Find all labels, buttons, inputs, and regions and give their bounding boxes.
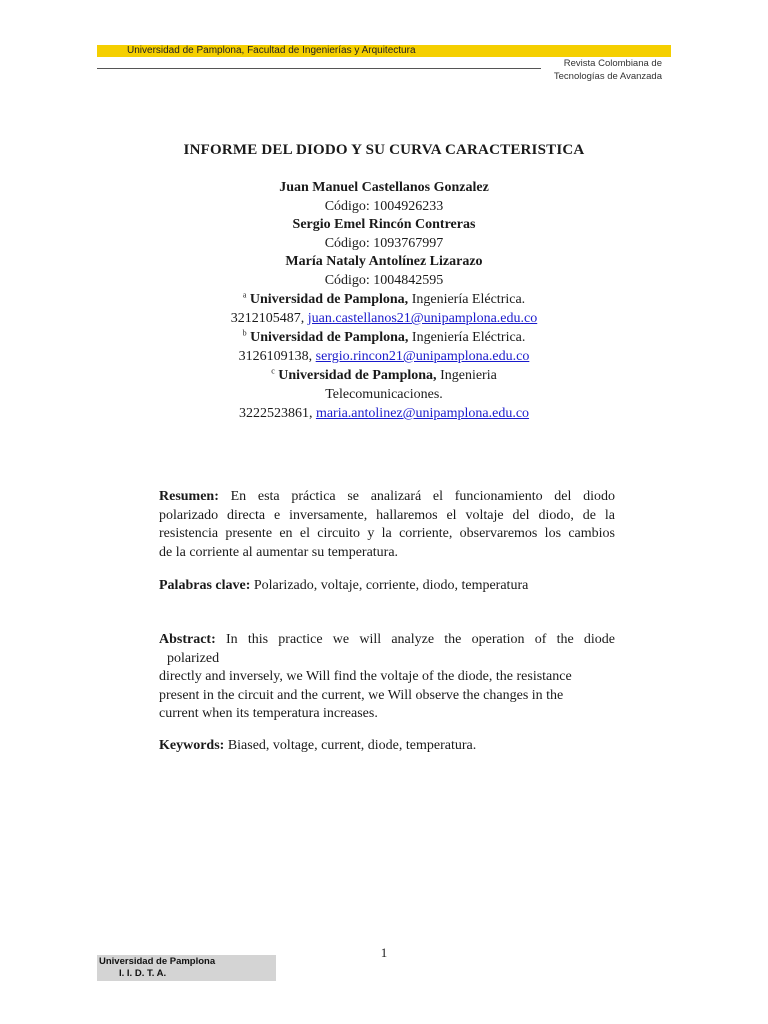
affiliation-phone: 3126109138, xyxy=(238,349,316,364)
header-rule xyxy=(97,68,541,69)
author-code: Código: 1004842595 xyxy=(324,272,444,288)
affiliation-marker: c xyxy=(271,366,275,376)
resumen-line: polarizado directa e inversamente, hallaremos el voltaje del diodo, de la xyxy=(159,507,615,523)
resumen-line: de la corriente al aumentar su temperatura. xyxy=(159,544,399,560)
affiliation-contact-b xyxy=(0,347,768,366)
footer-acronym: I. I. D. T. A. xyxy=(119,968,167,979)
email-link[interactable]: maria.antolinez@unipamplona.edu.co xyxy=(315,406,530,421)
abstract-line: directly and inversely, we Will find the voltaje of the diode, the resistance xyxy=(159,669,572,684)
affiliation-university: Universidad de Pamplona, xyxy=(278,368,437,383)
affiliation-phone: 3222523861, xyxy=(238,406,316,421)
keywords xyxy=(159,737,615,756)
affiliation-contact-a xyxy=(0,309,768,328)
footer-box xyxy=(97,955,276,981)
palabras-label: Palabras clave: xyxy=(159,578,251,593)
paper-title: INFORME DEL DIODO Y SU CURVA CARACTERISTICA xyxy=(183,142,585,158)
resumen-line: resistencia presente en el circuito y la corriente, observaremos los cambios xyxy=(159,526,615,541)
affiliation-university: Universidad de Pamplona, xyxy=(249,292,409,307)
keywords-text: Biased, voltage, current, diode, temperatura. xyxy=(224,738,477,753)
palabras-text: Polarizado, voltaje, corriente, diodo, temperatura xyxy=(250,578,529,593)
affiliation-dept-cont: Telecomunicaciones. xyxy=(325,387,443,402)
email-link[interactable]: sergio.rincon21@unipamplona.edu.co xyxy=(315,349,530,364)
header-bar xyxy=(97,45,671,57)
affiliation-phone: 3212105487, xyxy=(230,311,308,326)
affiliation-dept: Ingeniería Eléctrica. xyxy=(408,330,526,345)
affiliation-university: Universidad de Pamplona, xyxy=(250,330,409,345)
author-name: María Nataly Antolínez Lizarazo xyxy=(285,254,483,269)
keywords-label: Keywords: xyxy=(159,738,225,753)
affiliation-marker: b xyxy=(242,328,247,338)
affiliation-marker: a xyxy=(242,290,247,300)
journal-name xyxy=(554,57,662,83)
journal-line-1: Revista Colombiana de xyxy=(563,58,662,69)
abstract-line: polarized xyxy=(167,650,220,666)
author-code: Código: 1004926233 xyxy=(324,198,444,214)
affiliation-dept: Ingeniería Eléctrica. xyxy=(408,292,526,307)
page-number: 1 xyxy=(380,945,388,960)
affiliations xyxy=(0,290,768,423)
footer-university: Universidad de Pamplona xyxy=(99,956,216,967)
author-code: Código: 1093767997 xyxy=(324,235,444,251)
affiliation-contact-c xyxy=(0,404,768,423)
resumen-label: Resumen: xyxy=(159,489,219,504)
affiliation-dept: Ingenieria xyxy=(436,368,497,383)
journal-line-2: Tecnologías de Avanzada xyxy=(553,71,662,82)
author-list xyxy=(0,179,768,290)
email-link[interactable]: juan.castellanos21@unipamplona.edu.co xyxy=(307,311,538,326)
abstract-label: Abstract: xyxy=(159,632,216,647)
abstract-line: present in the circuit and the current, we Will observe the changes in the xyxy=(159,687,564,703)
resumen-line: Resumen: En esta práctica se analizará el funcionamiento del diodo xyxy=(159,489,615,504)
affiliation-b xyxy=(0,328,768,347)
header-institution: Universidad de Pamplona, Facultad de Ingenierías y Arquitectura xyxy=(127,45,416,56)
author-name: Sergio Emel Rincón Contreras xyxy=(292,217,476,232)
resumen-paragraph xyxy=(159,488,615,562)
author-name: Juan Manuel Castellanos Gonzalez xyxy=(279,180,489,195)
affiliation-c xyxy=(0,366,768,385)
palabras-clave xyxy=(159,577,615,596)
abstract-line: Abstract: In this practice we will analyze the operation of the diode xyxy=(159,632,615,647)
abstract-line: current when its temperatura increases. xyxy=(159,706,378,721)
abstract-paragraph xyxy=(159,631,615,724)
affiliation-a xyxy=(0,290,768,309)
